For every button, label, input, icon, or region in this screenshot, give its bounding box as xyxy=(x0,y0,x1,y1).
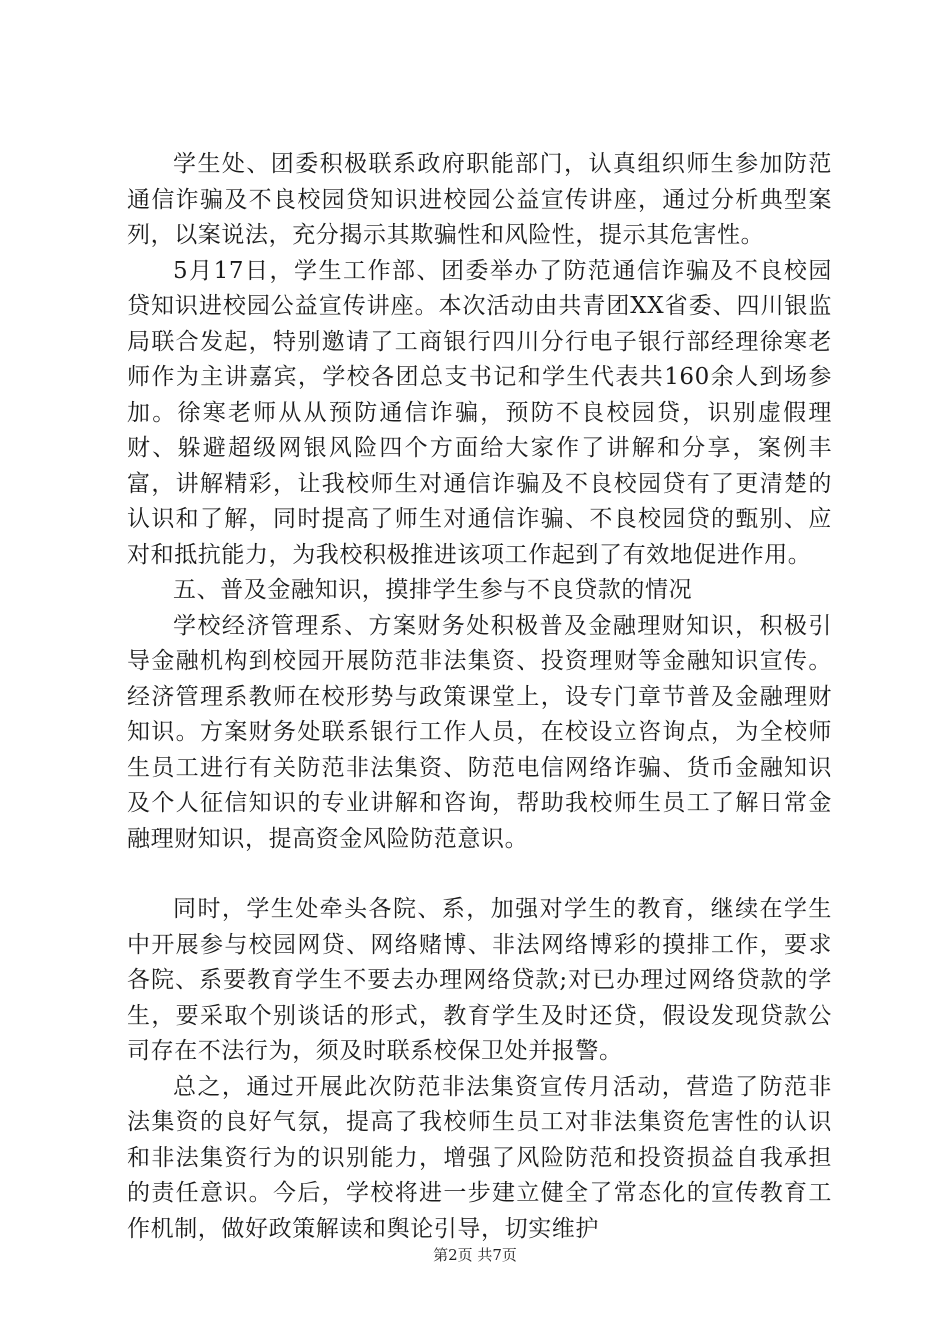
paragraph-student-survey: 同时，学生处牵头各院、系，加强对学生的教育，继续在学生中开展参与校园网贷、网络赌博、非法网络博彩的摸排工作，要求各院、系要教育学生不要去办理网络贷款;对已办理过网络贷款的学生，要采取个别谈话的形式，教育学生及时还贷，假设发现贷款公司存在不法行为，须及时联系校保卫处并报警。 xyxy=(127,896,832,1064)
section-heading-financial-knowledge: 五、普及金融知识，摸排学生参与不良贷款的情况 xyxy=(173,577,693,603)
page-number-footer: 第2页 共7页 xyxy=(433,1246,517,1264)
paragraph-outreach-intro: 学生处、团委积极联系政府职能部门，认真组织师生参加防范通信诈骗及不良校园贷知识进校园公益宣传讲座，通过分析典型案列，以案说法，充分揭示其欺骗性和风险性，提示其危害性。 xyxy=(127,151,832,248)
paragraph-finance-education: 学校经济管理系、方案财务处积极普及金融理财知识，积极引导金融机构到校园开展防范非法集资、投资理财等金融知识宣传。经济管理系教师在校形势与政策课堂上，设专门章节普及金融理财知识。方案财务处联系银行工作人员，在校设立咨询点，为全校师生员工进行有关防范非法集资、防范电信网络诈骗、货币金融知识及个人征信知识的专业讲解和咨询，帮助我校师生员工了解日常金融理财知识，提高资金风险防范意识。 xyxy=(127,612,832,852)
document-body xyxy=(127,147,832,1247)
paragraph-summary: 总之，通过开展此次防范非法集资宣传月活动，营造了防范非法集资的良好气氛，提高了我校师生员工对非法集资危害性的认识和非法集资行为的识别能力，增强了风险防范和投资损益自我承担的责任意识。今后，学校将进一步建立健全了常态化的宣传教育工作机制，做好政策解读和舆论引导，切实维护 xyxy=(127,1073,832,1242)
paragraph-lecture-event: 5月17日，学生工作部、团委举办了防范通信诈骗及不良校园贷知识进校园公益宣传讲座。本次活动由共青团XX省委、四川银监局联合发起，特别邀请了工商银行四川分行电子银行部经理徐寒老师作为主讲嘉宾，学校各团总支书记和学生代表共160余人到场参加。徐寒老师从从预防通信诈骗，预防不良校园贷，识别虚假理财、躲避超级网银风险四个方面给大家作了讲解和分享，案例丰富，讲解精彩，让我校师生对通信诈骗及不良校园贷有了更清楚的认识和了解，同时提高了师生对通信诈骗、不良校园贷的甄别、应对和抵抗能力，为我校积极推进该项工作起到了有效地促进作用。 xyxy=(127,257,832,568)
